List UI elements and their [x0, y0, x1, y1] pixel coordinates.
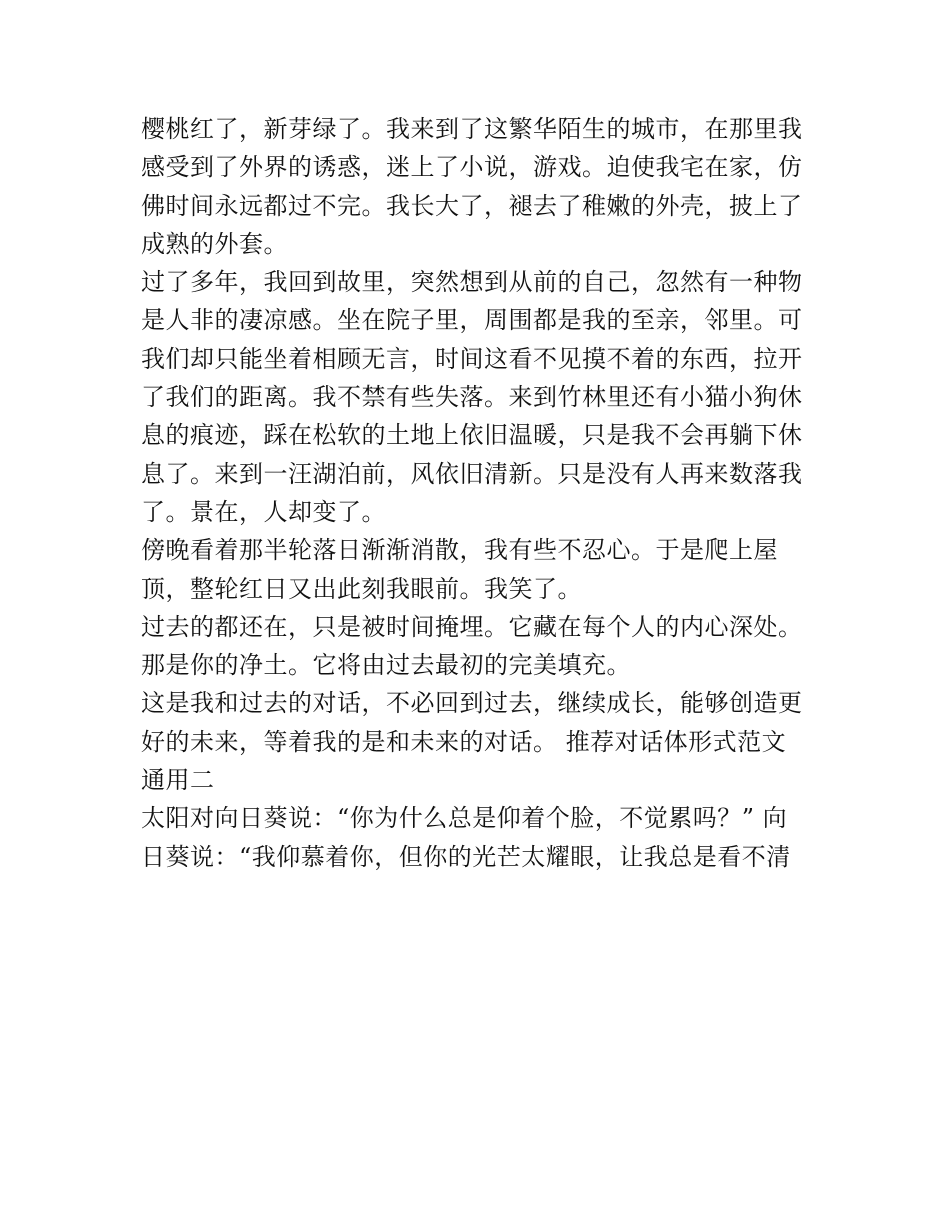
- text-line: 这是我和过去的对话，不必回到过去，继续成长，能够创造更: [141, 689, 803, 718]
- text-line: 成熟的外套。: [141, 229, 288, 258]
- text-line: 感受到了外界的诱惑，迷上了小说，游戏。迫使我宅在家，仿: [141, 153, 803, 182]
- text-line: 了我们的距离。我不禁有些失落。来到竹林里还有小猫小狗休: [141, 383, 803, 412]
- text-line: 息的痕迹，踩在松软的土地上依旧温暖，只是我不会再躺下休: [141, 421, 803, 450]
- text-line: 是人非的凄凉感。坐在院子里，周围都是我的至亲，邻里。可: [141, 306, 803, 335]
- text-line: 息了。来到一汪湖泊前，风依旧清新。只是没有人再来数落我: [141, 459, 803, 488]
- text-line: 日葵说：“我仰慕着你，但你的光芒太耀眼，让我总是看不清: [141, 842, 791, 871]
- text-line: 那是你的净土。它将由过去最初的完美填充。: [141, 651, 631, 680]
- document-body: [141, 110, 821, 876]
- text-line: 过了多年，我回到故里，突然想到从前的自己，忽然有一种物: [141, 268, 803, 297]
- text-line: 了。景在，人却变了。: [141, 497, 386, 526]
- text-line: 樱桃红了，新芽绿了。我来到了这繁华陌生的城市，在那里我: [141, 115, 803, 143]
- text-line: 傍晚看着那半轮落日渐渐消散，我有些不忍心。于是爬上屋: [141, 536, 778, 565]
- text-line: 好的未来，等着我的是和未来的对话。 推荐对话体形式范文: [141, 727, 787, 756]
- text-line: 过去的都还在，只是被时间掩埋。它藏在每个人的内心深处。: [141, 612, 803, 641]
- text-line: 通用二: [141, 766, 215, 795]
- text-line: 我们却只能坐着相顾无言，时间这看不见摸不着的东西，拉开: [141, 344, 803, 373]
- text-line: 佛时间永远都过不完。我长大了，褪去了稚嫩的外壳，披上了: [141, 191, 803, 220]
- text-line: 太阳对向日葵说：“你为什么总是仰着个脸，不觉累吗？” 向: [141, 804, 788, 833]
- text-line: 顶，整轮红日又出此刻我眼前。我笑了。: [141, 574, 582, 603]
